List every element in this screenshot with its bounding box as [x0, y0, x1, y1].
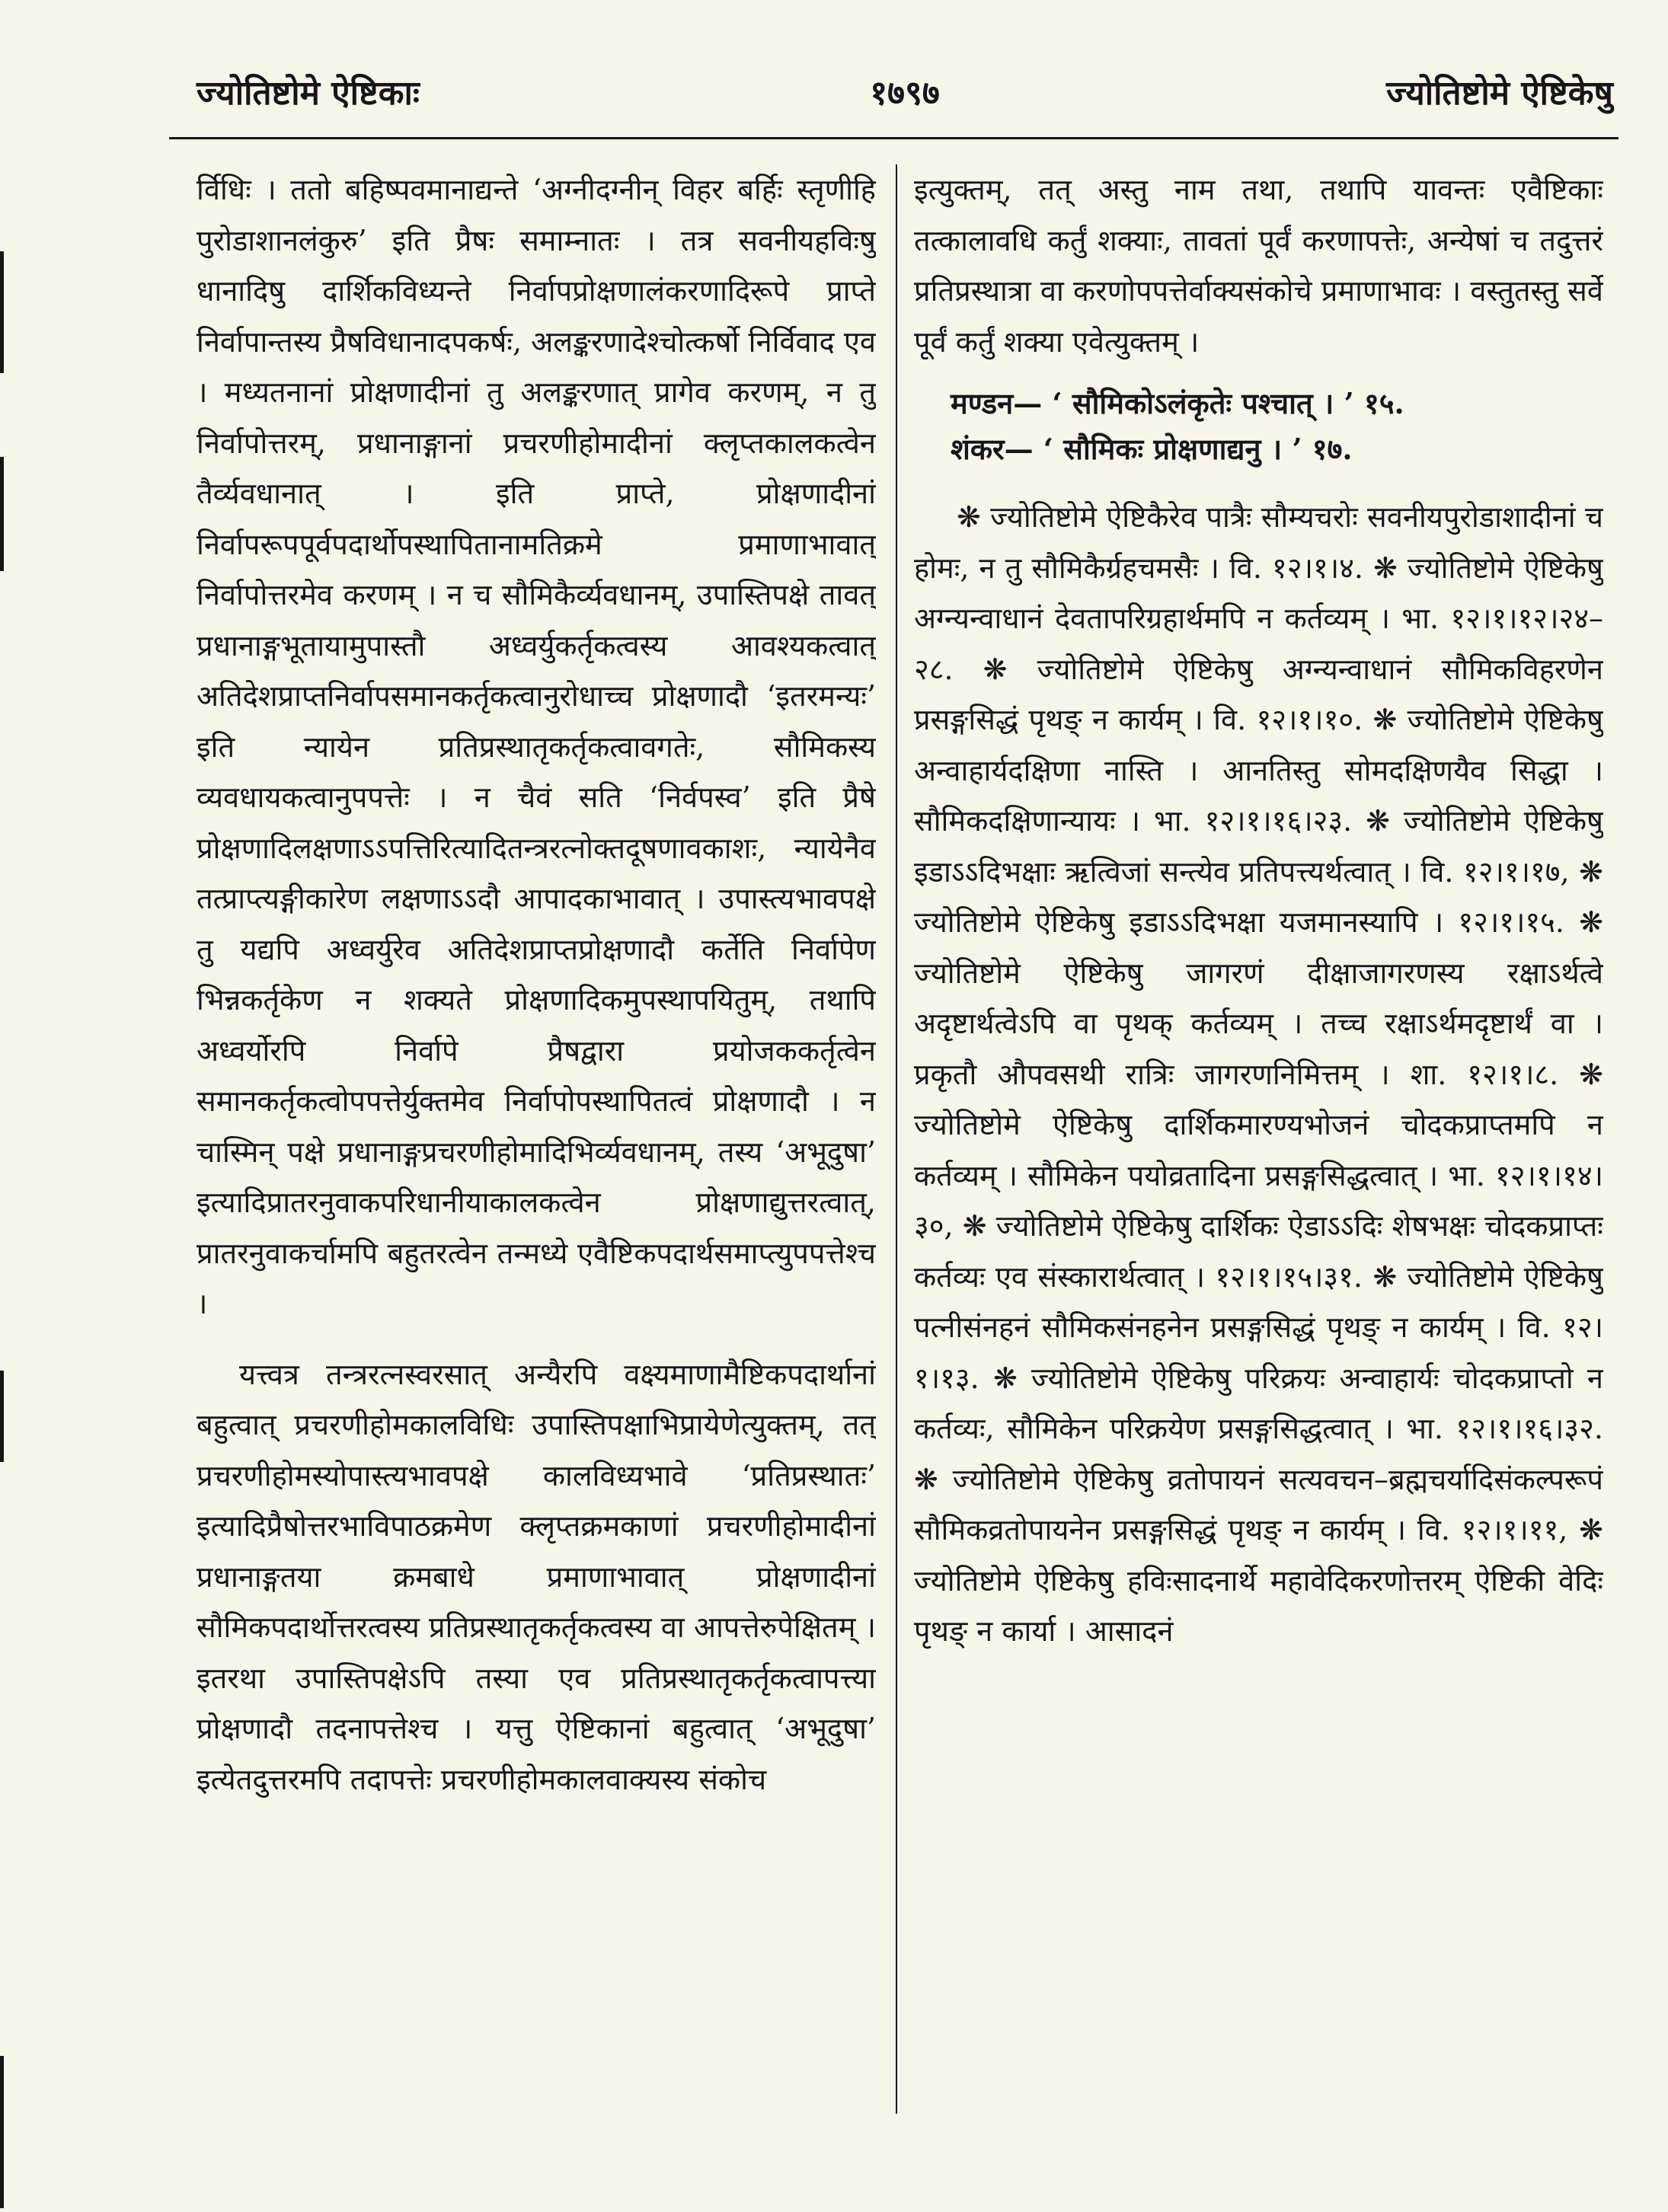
left-paragraph-2: यत्त्वत्र तन्त्ररत्नस्वरसात् अन्यैरपि वक्ष्यमाणामैष्टिकपदार्थानां बहुत्वात् प्रचरणीहोमकालविधिः उपास्तिपक्षाभिप्रायेणेत्युक्तम्, तत् प्रचरणीहोमस्योपास्त्यभावपक्षे कालविध्यभावे ‘प्रतिप्रस्थातः’ इत्यादिप्रैषोत्तरभाविपाठक्रमेण क्लृप्तक्रमकाणां प्रचरणीहोमादीनां प्रधानाङ्गतया क्रमबाधे प्रमाणाभावात् प्रोक्षणादीनां सौमिकपदार्थोत्तरत्वस्य प्रतिप्रस्थातृकर्तृकत्वस्य वा आपत्तेरुपेक्षितम् । इतरथा उपास्तिपक्षेऽपि तस्या एव प्रतिप्रस्थातृकर्तृकत्वापत्त्या प्रोक्षणादौ तदनापत्तेश्च । यत्तु ऐष्टिकानां बहुत्वात् ‘अभूदुषा’ इत्येतदुत्तरमपि तदापत्तेः प्रचरणीहोमकालवाक्यस्य संकोच [197, 1357, 876, 1796]
right-notes-paragraph: ❋ ज्योतिष्टोमे ऐष्टिकैरेव पात्रैः सौम्यचरोः सवनीयपुरोडाशादीनां च होमः, न तु सौमिकैर्ग्रहचमसैः । वि. १२।१।४. ❋ ज्योतिष्टोमे ऐष्टिकेषु अग्न्यन्वाधानं देवतापरिग्रहार्थमपि न कर्तव्यम् । भा. १२।१।१२।२४–२८. ❋ ज्योतिष्टोमे ऐष्टिकेषु अग्न्यन्वाधानं सौमिकविहरणेन प्रसङ्गसिद्धं पृथङ् न कार्यम् । वि. १२।१।१०. ❋ ज्योतिष्टोमे ऐष्टिकेषु अन्वाहार्यदक्षिणा नास्ति । आनतिस्तु सोमदक्षिणयैव सिद्धा । सौमिकदक्षिणान्यायः । भा. १२।१।१६।२३. ❋ ज्योतिष्टोमे ऐष्टिकेषु इडाऽऽदिभक्षाः ऋत्विजां सन्त्येव प्रतिपत्त्यर्थत्वात् । वि. १२।१।१७, ❋ ज्योतिष्टोमे ऐष्टिकेषु इडाऽऽदिभक्षा यजमानस्यापि । १२।१।१५. ❋ ज्योतिष्टोमे ऐष्टिकेषु जागरणं दीक्षाजागरणस्य रक्षाऽर्थत्वे अदृष्टार्थत्वेऽपि वा पृथक् कर्तव्यम् । तच्च रक्षाऽर्थमदृष्टार्थं वा । प्रकृतौ औपवसथी रात्रिः जागरणनिमित्तम् । शा. १२।१।८. ❋ ज्योतिष्टोमे ऐष्टिकेषु दार्शिकमारण्यभोजनं चोदकप्राप्तमपि न कर्तव्यम् । सौमिकेन पयोव्रतादिना प्रसङ्गसिद्धत्वात् । भा. १२।१।१४।३०, ❋ ज्योतिष्टोमे ऐष्टिकेषु दार्शिकः ऐडाऽऽदिः शेषभक्षः चोदकप्राप्तः कर्तव्यः एव संस्कारार्थत्वात् । १२।१।१५।३१. ❋ ज्योतिष्टोमे ऐष्टिकेषु पत्नीसंनहनं सौमिकसंनहनेन प्रसङ्गसिद्धं पृथङ् न कार्यम् । वि. १२।१।१३. ❋ ज्योतिष्टोमे ऐष्टिकेषु परिक्रयः अन्वाहार्यः चोदकप्राप्तो न कर्तव्यः, सौमिकेन परिक्रयेण प्रसङ्गसिद्धत्वात् । भा. १२।१।१६।३२. ❋ ज्योतिष्टोमे ऐष्टिकेषु व्रतोपायनं सत्यवचन–ब्रह्मचर्यादिसंकल्परूपं सौमिकव्रतोपायनेन प्रसङ्गसिद्धं पृथङ् न कार्यम् । वि. १२।१।११, ❋ ज्योतिष्टोमे ऐष्टिकेषु हविःसादनार्थे महावेदिकरणोत्तरम् ऐष्टिकी वेदिः पृथङ् न कार्या । आसादनं [914, 500, 1603, 1648]
scan-edge-mark [0, 251, 4, 373]
scan-edge-mark [0, 1371, 4, 1462]
header-rule [169, 137, 1618, 139]
column-divider [896, 164, 897, 2114]
page-number: १७९७ [870, 74, 940, 113]
right-intro-paragraph: इत्युक्तम्, तत् अस्तु नाम तथा, तथापि यावन्तः एवैष्टिकाः तत्कालावधि कर्तुं शक्याः, तावतां पूर्वं करणापत्तेः, अन्येषां च तदुत्तरं प्रतिप्रस्थात्रा वा करणोपपत्तेर्वाक्यसंकोचे प्रमाणाभावः । वस्तुतस्तु सर्वे पूर्वं कर्तुं शक्या एवेत्युक्तम् । [914, 173, 1603, 359]
header-right-title: ज्योतिष्टोमे ऐष्टिकेषु [1386, 74, 1613, 113]
scan-edge-mark [0, 2056, 4, 2208]
right-column [914, 164, 1603, 2198]
reference-mandana: मण्डन— ‘ सौमिकोऽलंकृतेः पश्चात् । ’ १५. [951, 386, 1404, 420]
left-column [197, 164, 876, 2198]
header-left-title: ज्योतिष्टोमे ऐष्टिकाः [197, 74, 420, 113]
left-paragraph-1: र्विधिः । ततो बहिष्पवमानाद्यन्ते ‘अग्नीदग्नीन् विहर बर्हिः स्तृणीहि पुरोडाशानलंकुरु’ इति प्रैषः समाम्नातः । तत्र सवनीयहविःषु धानादिषु दार्शिकविध्यन्ते निर्वापप्रोक्षणालंकरणादिरूपे प्राप्ते निर्वापान्तस्य प्रैषविधानादपकर्षः, अलङ्करणादेश्चोत्कर्षो निर्विवाद एव । मध्यतनानां प्रोक्षणादीनां तु अलङ्करणात् प्रागेव करणम्, न तु निर्वापोत्तरम्, प्रधानाङ्गानां प्रचरणीहोमादीनां क्लृप्तकालकत्वेन तैर्व्यवधानात् । इति प्राप्ते, प्रोक्षणादीनां निर्वापरूपपूर्वपदार्थोपस्थापितानामतिक्रमे प्रमाणाभावात् निर्वापोत्तरमेव करणम् । न च सौमिकैर्व्यवधानम्, उपास्तिपक्षे तावत् प्रधानाङ्गभूतायामुपास्तौ अध्वर्युकर्तृकत्वस्य आवश्यकत्वात् अतिदेशप्राप्तनिर्वापसमानकर्तृकत्वानुरोधाच्च प्रोक्षणादौ ‘इतरमन्यः’ इति न्यायेन प्रतिप्रस्थातृकर्तृकत्वावगतेः, सौमिकस्य व्यवधायकत्वानुपपत्तेः । न चैवं सति ‘निर्वपस्व’ इति प्रैषे प्रोक्षणादिलक्षणाऽऽपत्तिरित्यादितन्त्ररत्नोक्तदूषणावकाशः, न्यायेनैव तत्प्राप्त्यङ्गीकारेण लक्षणाऽऽदौ आपादकाभावात् । उपास्त्यभावपक्षे तु यद्यपि अध्वर्युरेव अतिदेशप्राप्तप्रोक्षणादौ कर्तेति निर्वापेण भिन्नकर्तृकेण न शक्यते प्रोक्षणादिकमुपस्थापयितुम्, तथापि अध्वर्योरपि निर्वापे प्रैषद्वारा प्रयोजककर्तृत्वेन समानकर्तृकत्वोपपत्तेर्युक्तमेव निर्वापोपस्थापितत्वं प्रोक्षणादौ । न चास्मिन् पक्षे प्रधानाङ्गप्रचरणीहोमादिभिर्व्यवधानम्, तस्य ‘अभूदुषा’ इत्यादिप्रातरनुवाकपरिधानीयाकालकत्वेन प्रोक्षणाद्युत्तरत्वात्, प्रातरनुवाकर्चामपि बहुतरत्वेन तन्मध्ये एवैष्टिकपदार्थसमाप्त्युपपत्तेश्च । [197, 173, 876, 1320]
running-header [197, 67, 1613, 120]
scan-edge-mark [0, 457, 4, 571]
reference-shankara: शंकर— ‘ सौमिकः प्रोक्षणाद्यनु । ’ १७. [951, 432, 1353, 466]
